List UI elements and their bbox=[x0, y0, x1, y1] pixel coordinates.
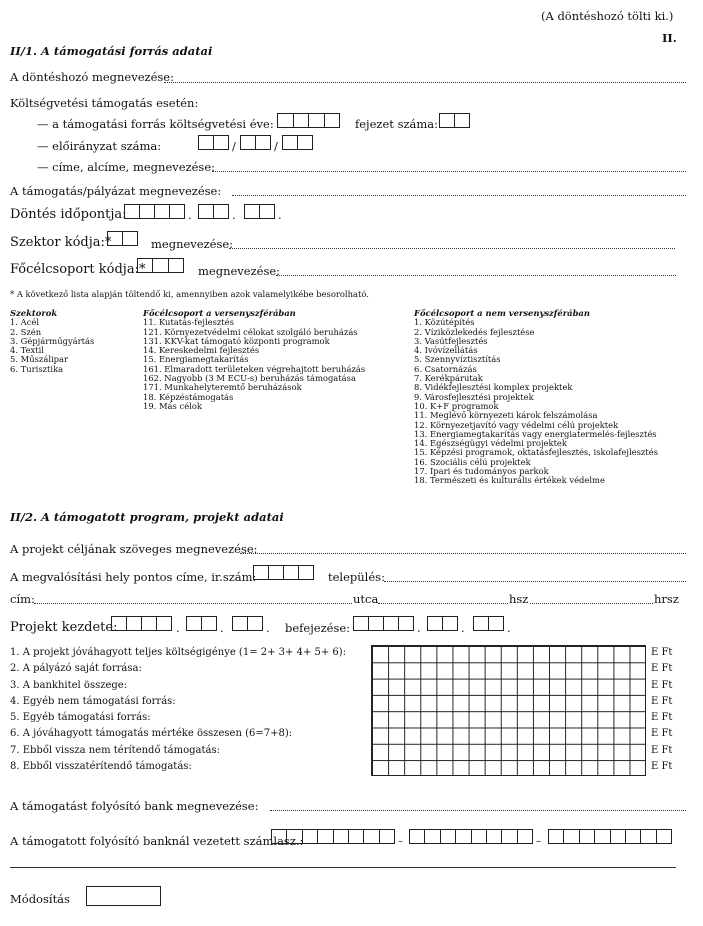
sector-name-field[interactable] bbox=[229, 248, 675, 249]
section-1-title: II/1. A támogatási forrás adatai bbox=[10, 44, 213, 58]
competitive-list bbox=[143, 309, 365, 411]
addr-cim-field[interactable] bbox=[34, 603, 352, 604]
modification-box[interactable] bbox=[86, 886, 161, 906]
tender-field[interactable] bbox=[232, 195, 686, 196]
footnote: * A következő lista alapján töltendő ki, amennyiben azok valamelyikébe besorolható. bbox=[10, 289, 369, 299]
title-line-field[interactable] bbox=[212, 171, 686, 172]
start-dot-1: . bbox=[176, 621, 180, 635]
settlement-label: település: bbox=[328, 570, 385, 584]
list-item: 18. Képzéstámogatás bbox=[143, 391, 234, 402]
noncompetitive-title: Főcélcsoport a nem versenyszférában bbox=[414, 308, 590, 318]
amount-label-6: 6. A jóváhagyott támogatás mértéke összesen (6=7+8): bbox=[10, 728, 293, 739]
list-item: 161. Elmaradott területeken végrehajtott beruházás bbox=[143, 363, 366, 374]
date-dot-1: . bbox=[188, 208, 192, 222]
budget-year-label: — a támogatási forrás költségvetési éve: bbox=[37, 117, 274, 131]
list-item: 3. Gépjárműgyártás bbox=[10, 335, 95, 346]
decision-maker-field[interactable] bbox=[164, 82, 686, 83]
list-item: 16. Szociális célú projektek bbox=[414, 456, 531, 467]
list-item: 8. Vidékfejlesztési komplex projektek bbox=[414, 382, 573, 393]
postcode-box[interactable] bbox=[253, 565, 314, 580]
chapter-box[interactable] bbox=[439, 113, 470, 128]
list-item: 4. Textil bbox=[10, 345, 44, 356]
list-item: 1. Acél bbox=[10, 317, 40, 328]
budget-intro: Költségvetési támogatás esetén: bbox=[10, 96, 199, 110]
account-box-2[interactable] bbox=[409, 829, 533, 844]
noncompetitive-list bbox=[414, 309, 658, 486]
addr-utca-label: utca bbox=[353, 592, 379, 606]
list-item: 6. Turisztika bbox=[10, 363, 64, 374]
date-dot-3: . bbox=[278, 208, 282, 222]
list-item: 11. Kutatás-fejlesztés bbox=[143, 317, 234, 328]
list-item: 162. Nagyobb (3 M ECU-s) beruházás támogatása bbox=[143, 373, 356, 384]
unit-6: E Ft bbox=[651, 728, 673, 739]
unit-3: E Ft bbox=[651, 680, 673, 691]
section-2-title: II/2. A támogatott program, projekt adatai bbox=[10, 510, 284, 524]
amount-grid[interactable] bbox=[371, 645, 646, 776]
start-label: Projekt kezdete: bbox=[10, 620, 118, 635]
amount-label-3: 3. A bankhitel összege: bbox=[10, 680, 128, 691]
list-item: 7. Kerékpárutak bbox=[414, 373, 483, 384]
budget-year-box[interactable] bbox=[277, 113, 340, 128]
sectors-list bbox=[10, 309, 94, 374]
list-item: 13. Energiamegtakarítás vagy energiatermelés-fejlesztés bbox=[414, 428, 657, 439]
list-item: 171. Munkahelyteremtő beruházások bbox=[143, 382, 302, 393]
start-day-box[interactable] bbox=[232, 616, 263, 631]
unit-8: E Ft bbox=[651, 761, 673, 772]
unit-4: E Ft bbox=[651, 696, 673, 707]
sector-name-label: megnevezése: bbox=[151, 237, 234, 251]
end-day-box[interactable] bbox=[473, 616, 504, 631]
amount-label-5: 5. Egyéb támogatási forrás: bbox=[10, 712, 151, 723]
unit-5: E Ft bbox=[651, 712, 673, 723]
list-item: 18. Természeti és kulturális értékek védelme bbox=[414, 475, 605, 486]
decision-date-label: Döntés időpontja: bbox=[10, 207, 127, 222]
account-dash-2: – bbox=[536, 836, 541, 847]
amount-label-4: 4. Egyéb nem támogatási forrás: bbox=[10, 696, 176, 707]
list-item: 15. Képzési programok, oktatásfejlesztés, iskolafejlesztés bbox=[414, 447, 658, 458]
start-month-box[interactable] bbox=[186, 616, 217, 631]
list-item: 10. K+F programok bbox=[414, 400, 499, 411]
chapter-label: fejezet száma: bbox=[355, 117, 439, 131]
decision-year-box[interactable] bbox=[124, 204, 185, 219]
group-name-field[interactable] bbox=[276, 275, 676, 276]
list-item: 2. Víziközlekedés fejlesztése bbox=[414, 326, 535, 337]
sector-code-box[interactable] bbox=[107, 231, 138, 246]
decision-month-box[interactable] bbox=[198, 204, 229, 219]
amount-label-1: 1. A projekt jóváhagyott teljes költségigénye (1= 2+ 3+ 4+ 5+ 6): bbox=[10, 647, 347, 658]
sectors-title: Szektorok bbox=[10, 308, 58, 318]
divider bbox=[10, 867, 676, 868]
sector-code-label: Szektor kódja:* bbox=[10, 235, 112, 250]
appropriation-label: — előirányzat száma: bbox=[37, 139, 162, 153]
unit-1: E Ft bbox=[651, 647, 673, 658]
competitive-title: Főcélcsoport a versenyszférában bbox=[143, 308, 296, 318]
list-item: 2. Szén bbox=[10, 326, 42, 337]
list-item: 11. Meglévő környezeti károk felszámolása bbox=[414, 410, 598, 421]
list-item: 17. Ipari és tudományos parkok bbox=[414, 466, 549, 477]
appropriation-box-1[interactable] bbox=[198, 135, 229, 150]
list-item: 15. Energiamegtakarítás bbox=[143, 354, 249, 365]
list-item: 4. Ivóvízellátás bbox=[414, 345, 478, 356]
group-code-label: Főcélcsoport kódja:* bbox=[10, 262, 146, 277]
account-label: A támogatott folyósító banknál vezetett számlasz.: bbox=[10, 834, 304, 848]
end-month-box[interactable] bbox=[427, 616, 458, 631]
list-item: 131. KKV-kat támogató központi programok bbox=[143, 335, 330, 346]
list-item: 6. Csatornázás bbox=[414, 363, 477, 374]
account-dash-1: – bbox=[398, 836, 403, 847]
slash-2: / bbox=[274, 139, 278, 153]
appropriation-box-2[interactable] bbox=[240, 135, 271, 150]
bank-field[interactable] bbox=[270, 810, 686, 811]
settlement-field[interactable] bbox=[384, 581, 686, 582]
unit-2: E Ft bbox=[651, 663, 673, 674]
addr-utca-field[interactable] bbox=[378, 603, 508, 604]
list-item: 3. Vasútfejlesztés bbox=[414, 335, 488, 346]
modification-label: Módosítás bbox=[10, 892, 70, 906]
end-label: befejezése: bbox=[285, 621, 351, 635]
addr-hrsz-label: hrsz bbox=[654, 592, 679, 606]
amount-label-2: 2. A pályázó saját forrása: bbox=[10, 663, 142, 674]
group-code-box[interactable] bbox=[137, 258, 184, 273]
unit-7: E Ft bbox=[651, 745, 673, 756]
list-item: 14. Egészségügyi védelmi projektek bbox=[414, 438, 567, 449]
end-dot-3: . bbox=[507, 621, 511, 635]
end-dot-1: . bbox=[417, 621, 421, 635]
slash-1: / bbox=[232, 139, 236, 153]
list-item: 14. Kereskedelmi fejlesztés bbox=[143, 345, 260, 356]
end-dot-2: . bbox=[461, 621, 465, 635]
tender-label: A támogatás/pályázat megnevezése: bbox=[10, 184, 222, 198]
appropriation-box-3[interactable] bbox=[282, 135, 313, 150]
amount-label-7: 7. Ebből vissza nem térítendő támogatás: bbox=[10, 745, 220, 756]
start-dot-2: . bbox=[220, 621, 224, 635]
list-item: 5. Szennyvíztisztítás bbox=[414, 354, 501, 365]
start-dot-3: . bbox=[266, 621, 270, 635]
addr-hsz-label: hsz bbox=[509, 592, 529, 606]
title-line-label: — címe, alcíme, megnevezése: bbox=[37, 160, 216, 174]
group-name-label: megnevezése: bbox=[198, 264, 281, 278]
addr-cim-label: cím: bbox=[10, 592, 35, 606]
account-box-3[interactable] bbox=[548, 829, 672, 844]
list-item: 5. Műszálipar bbox=[10, 354, 69, 365]
decision-day-box[interactable] bbox=[244, 204, 275, 219]
account-box-1[interactable] bbox=[271, 829, 395, 844]
start-year-box[interactable] bbox=[111, 616, 172, 631]
goal-field[interactable] bbox=[240, 553, 686, 554]
bank-label: A támogatást folyósító bank megnevezése: bbox=[10, 799, 259, 813]
list-item: 12. Környezetjavító vagy védelmi célú projektek bbox=[414, 419, 619, 430]
location-label: A megvalósítási hely pontos címe, ir.szám: bbox=[10, 570, 257, 584]
list-item: 19. Más célok bbox=[143, 400, 202, 411]
decision-maker-label: A döntéshozó megnevezése: bbox=[10, 70, 174, 84]
list-item: 9. Városfejlesztési projektek bbox=[414, 391, 534, 402]
list-item: 121. Környezetvédelmi célokat szolgáló beruházás bbox=[143, 326, 358, 337]
goal-label: A projekt céljának szöveges megnevezése: bbox=[10, 542, 258, 556]
amount-label-8: 8. Ebből visszatérítendő támogatás: bbox=[10, 761, 192, 772]
end-year-box[interactable] bbox=[353, 616, 414, 631]
list-item: 1. Közútépítés bbox=[414, 317, 475, 328]
date-dot-2: . bbox=[232, 208, 236, 222]
fill-note: (A döntéshozó tölti ki.) bbox=[541, 9, 674, 23]
page-number: II. bbox=[662, 31, 677, 45]
addr-hsz-field[interactable] bbox=[530, 603, 653, 604]
